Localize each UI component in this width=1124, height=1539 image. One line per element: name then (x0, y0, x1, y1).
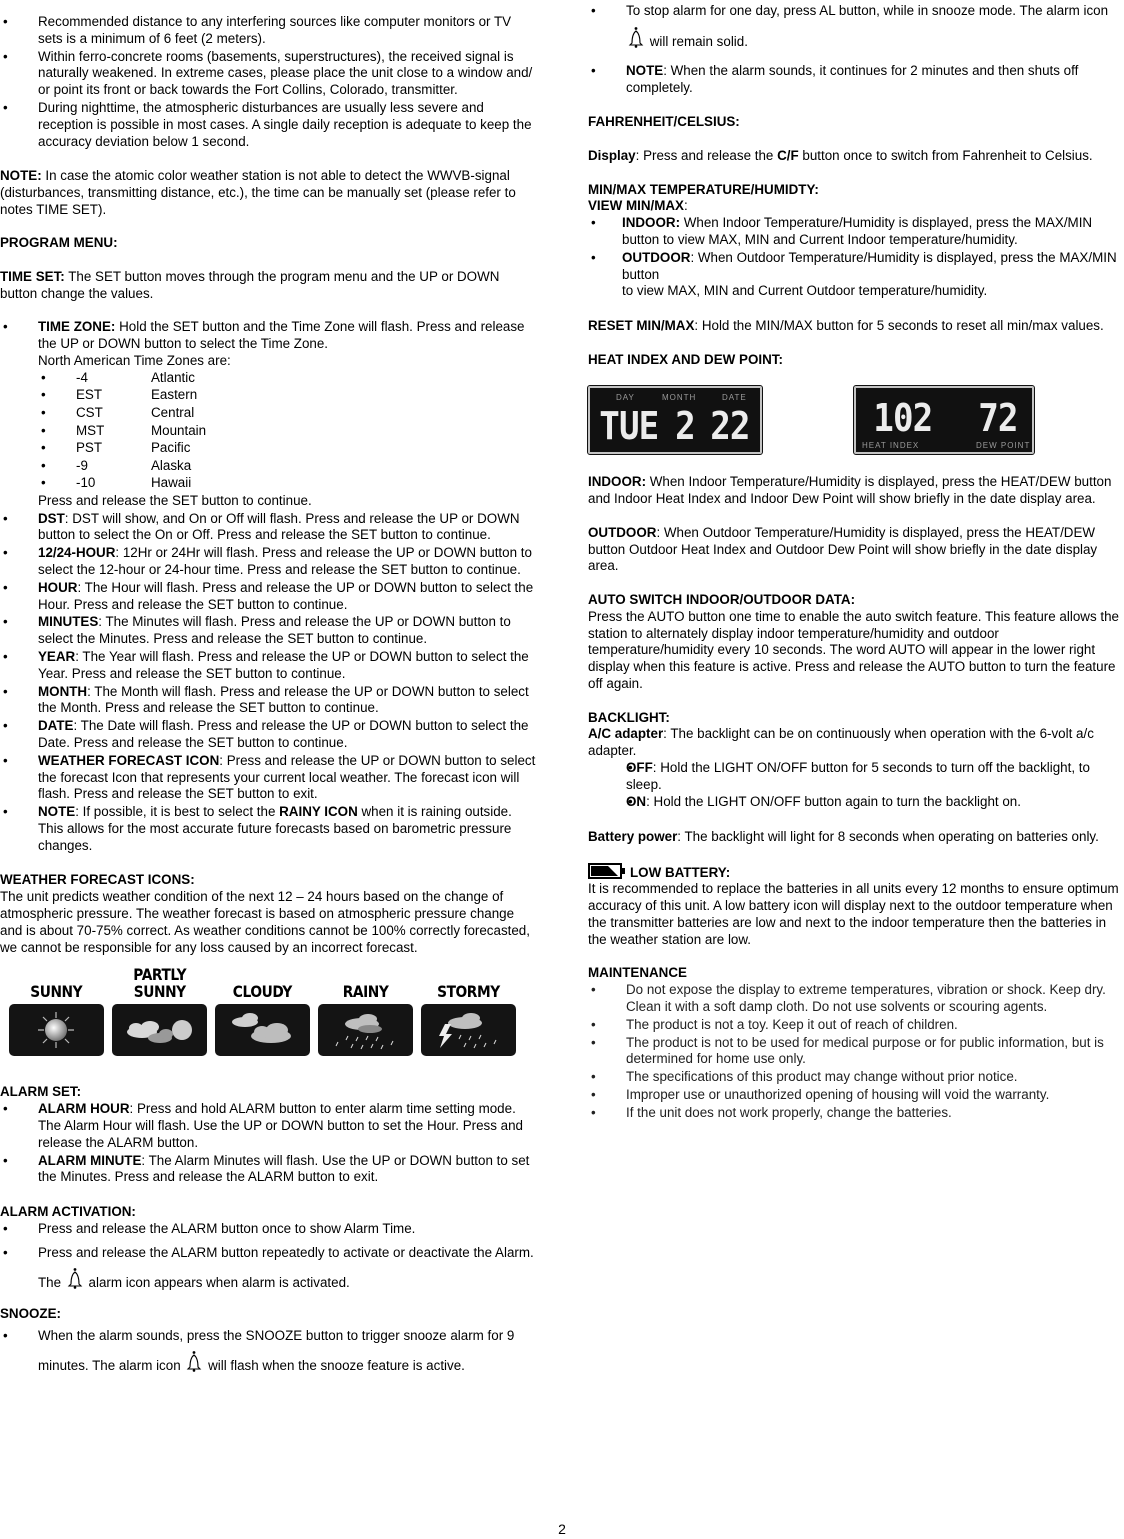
heat-dew-lcd-display (854, 386, 1034, 454)
page-number: 2 (558, 1521, 566, 1537)
forecast-label: CLOUDY (232, 982, 293, 1002)
list-item: • DATE: The Date will flash. Press and release the UP or DOWN button to select the Date. Press and release the SET button to continue. (0, 718, 538, 752)
battery-icon (588, 863, 626, 879)
list-item: • Press and release the ALARM button once to show Alarm Time. (0, 1221, 538, 1238)
heat-dew-heading: HEAT INDEX AND DEW POINT: (588, 351, 783, 367)
backlight-heading: BACKLIGHT: (588, 709, 670, 725)
forecast-label: SUNNY (30, 982, 83, 1002)
fahrenheit-celsius-heading: FAHRENHEIT/CELSIUS: (588, 114, 740, 130)
low-battery-paragraph: It is recommended to replace the batteries in all units every 12 months to ensure optimum accuracy of this unit. A low battery icon will display next to the outdoor temperature when the transmitter batteries are low and next to the indoor temperature then the batteries in the weather station are low. (588, 881, 1119, 947)
auto-switch-heading: AUTO SWITCH INDOOR/OUTDOOR DATA: (588, 591, 856, 607)
list-item: • The product is not a toy. Keep it out of reach of children. (588, 1017, 1124, 1034)
forecast-stormy (421, 962, 516, 1056)
time-zone-row: • -9 Alaska (38, 458, 538, 476)
low-battery-heading: LOW BATTERY: (588, 863, 1124, 882)
forecast-label: RAINY (342, 982, 389, 1002)
list-item: • MONTH: The Month will flash. Press and release the UP or DOWN button to select the Month. Press and release the SET button to continue. (0, 684, 538, 718)
lcd-caption: DEW POINT (976, 441, 1031, 451)
lcd-caption: DATE (722, 393, 747, 403)
rain-icon (318, 1004, 413, 1056)
date-lcd-display (588, 386, 762, 454)
forecast-label: SUNNY (133, 982, 186, 1002)
snooze-list (0, 1322, 538, 1380)
list-item: • If the unit does not work properly, change the batteries. (588, 1105, 1124, 1122)
time-zone-row: • -10 Hawaii (38, 475, 538, 493)
time-zone-list (38, 370, 538, 493)
bell-icon (67, 1267, 83, 1289)
time-set-paragraph: TIME SET: The SET button moves through the program menu and the UP or DOWN button change the values. (0, 268, 500, 301)
lcd-month: 2 (675, 404, 695, 449)
lcd-caption: MONTH (662, 393, 697, 403)
list-item: • DST: DST will show, and On or Off will flash. Press and release the UP or DOWN button to select the On or Off. Press and release the SET button to continue. (0, 511, 538, 545)
note-paragraph: NOTE: In case the atomic color weather station is not able to detect the WWVB-signal (disturbances, transmitting distance, etc.), the time can be manually set (please refer to notes TIME SET). (0, 168, 516, 217)
heat-outdoor-paragraph: OUTDOOR: When Outdoor Temperature/Humidity is displayed, press the HEAT/DEW button Outdoor Heat Index and Outdoor Dew Point will show briefly in the date display area. (588, 524, 1098, 574)
lcd-caption: DAY (616, 393, 635, 403)
list-item: • The specifications of this product may change without prior notice. (588, 1069, 1124, 1086)
forecast-label: PARTLY (133, 965, 186, 985)
forecast-paragraph: The unit predicts weather condition of the next 12 – 24 hours based on the change of atmospheric pressure. The weather forecast is based on atmospheric pressure change and is about 70-75% correct. As weather conditions cannot be 100% correctly forecasted, we cannot be responsible for any loss caused by an incorrect forecast. (0, 889, 530, 955)
forecast-heading: WEATHER FORECAST ICONS: (0, 872, 195, 888)
list-item: • OFF: Hold the LIGHT ON/OFF button for 5 seconds to turn off the backlight, to sleep. (588, 760, 1124, 794)
forecast-icons (9, 962, 538, 1056)
maintenance-list (588, 982, 1124, 1121)
lcd-heat-index: 102 (873, 396, 933, 441)
snooze-heading: SNOOZE: (0, 1305, 62, 1321)
bell-icon (186, 1350, 202, 1372)
min-max-heading: MIN/MAX TEMPERATURE/HUMIDTY: (588, 181, 819, 197)
view-min-max: VIEW MIN/MAX: (588, 198, 688, 214)
list-item: • HOUR: The Hour will flash. Press and release the UP or DOWN button to select the Hour. Press and release the SET button to continue. (0, 580, 538, 614)
time-zone-row: • PST Pacific (38, 440, 538, 458)
time-zone-item: • TIME ZONE: Hold the SET button and the Time Zone will flash. Press and release the UP or DOWN button to select the Time Zone. North American Time Zones are: • -4 Atlantic • EST Eastern • CST Central • MST Mountain • PST Pacific • -9 Alaska • -10 Hawaii Press and release the SET button to continue. (0, 319, 538, 509)
list-item: • The product is not to be used for medical purpose or for public information, but is determined for home use only. (588, 1035, 1124, 1069)
alarm-set-list (0, 1101, 538, 1186)
list-item: • INDOOR: When Indoor Temperature/Humidity is displayed, press the MAX/MIN button to view MAX, MIN and Current Indoor temperature/humidity. (588, 215, 1124, 249)
time-zone-row: • CST Central (38, 405, 538, 423)
forecast-cloudy (215, 962, 310, 1056)
list-item: • When the alarm sounds, press the SNOOZE button to trigger snooze alarm for 9 minutes. The alarm icon will flash when the snooze feature is active. (0, 1322, 538, 1380)
list-item: • Improper use or unauthorized opening of housing will void the warranty. (588, 1087, 1124, 1104)
left-column (0, 14, 538, 1381)
bell-icon (628, 26, 644, 48)
reset-min-max-paragraph: RESET MIN/MAX: Hold the MIN/MAX button for 5 seconds to reset all min/max values. (588, 317, 1104, 333)
forecast-sunny (9, 962, 104, 1056)
list-item: • Press and release the ALARM button repeatedly to activate or deactivate the Alarm. The alarm icon appears when alarm is activated. (0, 1239, 538, 1297)
sun-icon (9, 1004, 104, 1056)
forecast-label: STORMY (437, 982, 500, 1002)
min-max-list (588, 215, 1124, 300)
stop-alarm-list (588, 0, 1124, 97)
alarm-set-heading: ALARM SET: (0, 1084, 82, 1100)
forecast-rainy (318, 962, 413, 1056)
reception-tips-list (0, 14, 538, 150)
program-menu-heading: PROGRAM MENU: (0, 235, 118, 251)
lcd-caption: HEAT INDEX (862, 441, 920, 451)
alarm-activation-list (0, 1221, 538, 1297)
list-item: • 12/24-HOUR: 12Hr or 24Hr will flash. Press and release the UP or DOWN button to select the 12-hour or 24-hour time. Press and release the SET button to continue. (0, 545, 538, 579)
heat-indoor-paragraph: INDOOR: When Indoor Temperature/Humidity is displayed, press the HEAT/DEW button and Indoor Heat Index and Indoor Dew Point will show briefly in the date display area. (588, 474, 1112, 507)
lcd-date: 22 (710, 404, 750, 449)
list-item: • Recommended distance to any interfering sources like computer monitors or TV sets is a minimum of 6 feet (2 meters). (0, 14, 538, 48)
list-item: • ALARM MINUTE: The Alarm Minutes will flash. Use the UP or DOWN button to set the Minutes. Press and release the ALARM button to exit. (0, 1153, 538, 1187)
maintenance-heading: MAINTENANCE (588, 965, 687, 981)
adapter-paragraph: A/C adapter: The backlight can be on continuously when operation with the 6-volt a/c adapter. (588, 726, 1094, 759)
forecast-partly-sunny (112, 962, 207, 1056)
list-item: • ALARM HOUR: Press and hold ALARM button to enter alarm time setting mode. The Alarm Hour will flash. Use the UP or DOWN button to set the Hour. Press and release the ALARM button. (0, 1101, 538, 1151)
list-item: • Within ferro-concrete rooms (basements, superstructures), the received signal is naturally weakened. In extreme cases, please place the unit close to a window and/ or point its front or back towards the Fort Collins, Colorado, transmitter. (0, 49, 538, 99)
list-item: • During nighttime, the atmospheric disturbances are usually less severe and reception is possible in most cases. A single daily reception is adequate to keep the accuracy deviation below 1 second. (0, 100, 538, 150)
list-item: • Do not expose the display to extreme temperatures, vibration or shock. Keep dry. Clean it with a soft damp cloth. Do not use solvents or scouring agents. (588, 982, 1124, 1016)
settings-list (0, 319, 538, 854)
auto-switch-paragraph: Press the AUTO button one time to enable the auto switch feature. This feature allows the station to alternately display indoor temperature/humidity and outdoor temperature/humidity every 10 seconds. The word AUTO will appear in the lower right display when this feature is active. Press and release the AUTO button to turn the feature off again. (588, 608, 1119, 691)
lcd-day: TUE (599, 404, 659, 449)
battery-paragraph: Battery power: The backlight will light for 8 seconds when operating on batteries only. (588, 829, 1099, 845)
time-zone-row: • EST Eastern (38, 387, 538, 405)
list-item: • MINUTES: The Minutes will flash. Press and release the UP or DOWN button to select the Minutes. Press and release the SET button to continue. (0, 614, 538, 648)
partly-sunny-icon (112, 1004, 207, 1056)
list-item: • NOTE: When the alarm sounds, it continues for 2 minutes and then shuts off completely. (588, 63, 1124, 97)
cloud-icon (215, 1004, 310, 1056)
storm-icon (421, 1004, 516, 1056)
list-item: • NOTE: If possible, it is best to select the RAINY ICON when it is raining outside. This allows for the most accurate future forecasts based on barometric pressure changes. (0, 804, 538, 854)
time-zone-row: • MST Mountain (38, 423, 538, 441)
lcd-dew-point: 72 (978, 396, 1018, 441)
display-paragraph: Display: Press and release the C/F button once to switch from Fahrenheit to Celsius. (588, 147, 1093, 163)
list-item: • YEAR: The Year will flash. Press and release the UP or DOWN button to select the Year. Press and release the SET button to continue. (0, 649, 538, 683)
alarm-activation-heading: ALARM ACTIVATION: (0, 1203, 136, 1219)
right-column (588, 0, 1124, 1123)
lcd-illustrations (588, 386, 1124, 454)
list-item: • WEATHER FORECAST ICON: Press and release the UP or DOWN button to select the forecast Icon that represents your current local weather. The forecast icon will flash. Press and release the SET button to exit. (0, 753, 538, 803)
backlight-list (588, 760, 1124, 811)
list-item: • To stop alarm for one day, press AL button, while in snooze mode. The alarm icon will remain solid. (588, 0, 1124, 57)
list-item: • ON: Hold the LIGHT ON/OFF button again to turn the backlight on. (588, 794, 1124, 811)
list-item: • OUTDOOR: When Outdoor Temperature/Humidity is displayed, press the MAX/MIN button to view MAX, MIN and Current Outdoor temperature/humidity. (588, 250, 1124, 300)
time-zone-row: • -4 Atlantic (38, 370, 538, 388)
